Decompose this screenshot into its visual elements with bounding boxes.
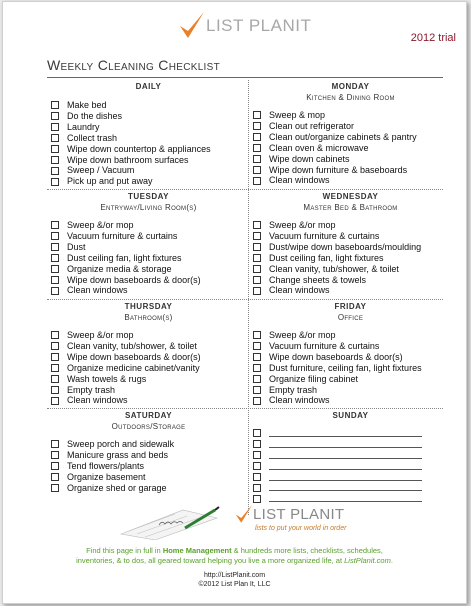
checkbox[interactable] — [51, 342, 59, 350]
checklist-item-label: Vacuum furniture & curtains — [269, 230, 380, 241]
checkbox[interactable] — [253, 462, 261, 470]
checkbox[interactable] — [253, 484, 261, 492]
checklist-item — [253, 330, 448, 341]
section-saturday — [51, 411, 246, 494]
blank-checklist-item — [253, 428, 448, 439]
checkbox[interactable] — [253, 177, 261, 185]
checklist-item — [253, 220, 448, 231]
section-heading: WEDNESDAY — [322, 192, 379, 201]
checkbox[interactable] — [51, 353, 59, 361]
checklist-item-label: Clean windows — [269, 175, 330, 186]
checklist-item-label: Vacuum furniture & curtains — [67, 230, 178, 241]
checkbox[interactable] — [51, 112, 59, 120]
section-wednesday — [253, 192, 448, 296]
checklist-item — [51, 144, 246, 155]
checklist-item-label: Change sheets & towels — [269, 274, 367, 285]
section-subheading: Office — [337, 313, 364, 322]
write-in-line[interactable] — [269, 490, 422, 491]
checkbox[interactable] — [253, 111, 261, 119]
checklist-item-label: Clean windows — [269, 395, 330, 406]
checklist-item — [253, 285, 448, 296]
checkbox[interactable] — [253, 386, 261, 394]
section-subheading: Kitchen & Dining Room — [306, 93, 395, 102]
footer-logo — [235, 504, 346, 532]
checklist-item-label: Empty trash — [67, 384, 116, 395]
blank-checklist-item — [253, 493, 448, 504]
checklist-item — [253, 121, 448, 132]
checkbox[interactable] — [51, 287, 59, 295]
checklist-item — [51, 352, 246, 363]
checklist-item — [253, 231, 448, 242]
checkbox[interactable] — [51, 123, 59, 131]
checklist-item-label: Sweep &/or mop — [67, 330, 134, 340]
section-heading: THURSDAY — [124, 302, 173, 311]
checkbox[interactable] — [253, 342, 261, 350]
blank-task-list — [253, 428, 448, 504]
checklist-item — [253, 363, 448, 374]
site-url[interactable]: http://ListPlanit.com — [203, 572, 266, 579]
promo-text-part: . — [390, 556, 393, 565]
checkbox[interactable] — [253, 243, 261, 251]
section-daily — [51, 82, 246, 187]
checklist-item — [253, 264, 448, 275]
checklist-item-label: Dust furniture, ceiling fan, light fixtures — [269, 362, 422, 373]
checklist-item — [51, 483, 246, 494]
checklist-item — [253, 395, 448, 406]
footer-tagline: lists to put your world in order — [255, 525, 347, 532]
checkbox[interactable] — [253, 232, 261, 240]
blank-checklist-item — [253, 472, 448, 483]
checklist-item-label: Organize shed or garage — [67, 482, 167, 493]
checklist-item — [253, 165, 448, 176]
checklist-item-label: Do the dishes — [67, 110, 123, 121]
checkbox[interactable] — [253, 276, 261, 284]
checklist-item-label: Wipe down baseboards & door(s) — [67, 351, 201, 362]
checkbox[interactable] — [51, 178, 59, 186]
checklist-item-label: Clean out refrigerator — [269, 120, 355, 131]
checkbox[interactable] — [51, 254, 59, 262]
checklist-item-label: Clean vanity, tub/shower, & toilet — [269, 263, 399, 274]
checklist-item — [51, 165, 246, 176]
task-list — [253, 220, 448, 296]
row-divider — [47, 189, 443, 190]
checklist-item — [51, 176, 246, 187]
section-heading: TUESDAY — [128, 192, 169, 201]
checkbox[interactable] — [253, 451, 261, 459]
checkbox[interactable] — [253, 375, 261, 383]
section-tuesday — [51, 192, 246, 296]
write-in-line[interactable] — [269, 501, 422, 502]
checklist-item-label: Sweep / Vacuum — [67, 165, 135, 176]
checklist-item — [51, 253, 246, 264]
write-in-line[interactable] — [269, 436, 422, 437]
checkbox[interactable] — [51, 134, 59, 142]
checklist-item-label: Sweep & mop — [269, 110, 326, 120]
section-heading: DAILY — [135, 82, 162, 91]
checklist-item — [51, 395, 246, 406]
checklist-item-label: Sweep &/or mop — [269, 330, 336, 340]
checklist-item — [253, 242, 448, 253]
checklist-item — [253, 175, 448, 186]
checklist-item-label: Make bed — [67, 100, 107, 110]
checklist-item — [51, 472, 246, 483]
checkbox[interactable] — [51, 276, 59, 284]
checkbox[interactable] — [253, 397, 261, 405]
checklist-item-label: Wipe down bathroom surfaces — [67, 154, 189, 165]
checklist-item — [51, 231, 246, 242]
handwritten-list-illustration — [115, 504, 223, 540]
section-heading: SUNDAY — [332, 411, 369, 420]
checklist-item-label: Wash towels & rugs — [67, 373, 147, 384]
checkbox[interactable] — [253, 254, 261, 262]
task-list — [51, 330, 246, 406]
checklist-item — [253, 341, 448, 352]
checkbox[interactable] — [253, 122, 261, 130]
checkbox[interactable] — [51, 221, 59, 229]
checklist-item — [51, 461, 246, 472]
checkbox[interactable] — [51, 462, 59, 470]
checklist-item-label: Clean out/organize cabinets & pantry — [269, 131, 417, 142]
trial-label: 2012 trial — [410, 32, 456, 44]
checklist-item-label: Dust ceiling fan, light fixtures — [269, 252, 384, 263]
checklist-item — [51, 111, 246, 122]
checkbox[interactable] — [253, 331, 261, 339]
checkbox[interactable] — [51, 265, 59, 273]
checklist-item — [51, 275, 246, 286]
checklist-item — [253, 253, 448, 264]
checkbox[interactable] — [253, 495, 261, 503]
checklist-item — [51, 133, 246, 144]
checklist-item-label: Pick up and put away — [67, 176, 153, 187]
copyright: ©2012 List Plan It, LLC — [198, 581, 271, 588]
task-list — [253, 330, 448, 406]
promo-text-part: & hundreds more lists, checklists, schedules, — [231, 546, 383, 555]
section-monday — [253, 82, 448, 186]
checklist-item — [51, 285, 246, 296]
checklist-item — [253, 385, 448, 396]
checkbox[interactable] — [51, 156, 59, 164]
checklist-item — [253, 132, 448, 143]
section-heading: SATURDAY — [124, 411, 173, 420]
checkbox[interactable] — [253, 429, 261, 437]
checkbox[interactable] — [51, 484, 59, 492]
checklist-item — [51, 450, 246, 461]
checklist-item-label: Sweep porch and sidewalk — [67, 439, 175, 449]
checkbox[interactable] — [51, 232, 59, 240]
checkbox[interactable] — [253, 144, 261, 152]
task-list — [51, 439, 246, 494]
checklist-item-label: Tend flowers/plants — [67, 460, 145, 471]
checklist-item-label: Wipe down furniture & baseboards — [269, 164, 408, 175]
write-in-line[interactable] — [269, 447, 422, 448]
title-divider — [47, 77, 443, 78]
checkbox[interactable] — [51, 440, 59, 448]
checkbox[interactable] — [253, 364, 261, 372]
checklist-item-label: Wipe down baseboards & door(s) — [67, 274, 201, 285]
checkbox[interactable] — [253, 155, 261, 163]
checklist-item-label: Clean vanity, tub/shower, & toilet — [67, 340, 197, 351]
checklist-item-label: Manicure grass and beds — [67, 449, 169, 460]
promo-text — [23, 546, 446, 566]
checkbox[interactable] — [253, 166, 261, 174]
checkbox[interactable] — [253, 440, 261, 448]
checklist-item — [51, 264, 246, 275]
checkbox[interactable] — [51, 167, 59, 175]
checkbox[interactable] — [253, 221, 261, 229]
column-divider — [248, 80, 249, 515]
checklist-item-label: Sweep &/or mop — [269, 220, 336, 230]
home-management-link[interactable]: Home Management — [162, 546, 232, 555]
checkbox[interactable] — [51, 473, 59, 481]
checkmark-icon — [235, 504, 253, 525]
write-in-line[interactable] — [269, 480, 422, 481]
section-subheading: Bathroom(s) — [124, 313, 173, 322]
row-divider — [47, 299, 443, 300]
checklist-item — [253, 143, 448, 154]
checklist-item-label: Wipe down baseboards & door(s) — [269, 351, 403, 362]
footer-credits — [3, 571, 466, 589]
checklist-item-label: Clean windows — [67, 285, 128, 296]
task-list — [51, 220, 246, 296]
checklist-item — [51, 341, 246, 352]
checklist-item — [253, 374, 448, 385]
checklist-item-label: Wipe down countertop & appliances — [67, 143, 211, 154]
checkbox[interactable] — [51, 451, 59, 459]
checklist-item — [51, 220, 246, 231]
checklist-item-label: Sweep &/or mop — [67, 220, 134, 230]
blank-checklist-item — [253, 450, 448, 461]
checkbox[interactable] — [51, 364, 59, 372]
checklist-item — [51, 155, 246, 166]
checklist-item-label: Organize medicine cabinet/vanity — [67, 362, 200, 373]
checklist-item — [51, 385, 246, 396]
checklist-item — [51, 439, 246, 450]
checklist-item — [253, 275, 448, 286]
checklist-item-label: Organize media & storage — [67, 263, 172, 274]
checklist-item-label: Organize basement — [67, 471, 146, 482]
checkbox[interactable] — [253, 287, 261, 295]
checklist-item-label: Clean windows — [67, 395, 128, 406]
checklist-item-label: Wipe down cabinets — [269, 153, 350, 164]
checkbox[interactable] — [253, 133, 261, 141]
task-list — [253, 110, 448, 186]
section-heading: FRIDAY — [334, 302, 367, 311]
section-sunday — [253, 411, 448, 504]
checkbox[interactable] — [51, 386, 59, 394]
write-in-line[interactable] — [269, 458, 422, 459]
listplanit-link[interactable]: ListPlanit.com — [344, 556, 391, 565]
checklist-item — [51, 122, 246, 133]
footer-brand-name: LIST PLANIT — [253, 506, 345, 523]
checklist-page — [2, 1, 467, 604]
checkbox[interactable] — [51, 145, 59, 153]
checkbox[interactable] — [253, 473, 261, 481]
checklist-item-label: Vacuum furniture & curtains — [269, 340, 380, 351]
section-heading: MONDAY — [331, 82, 370, 91]
checkbox[interactable] — [253, 265, 261, 273]
checkbox[interactable] — [51, 243, 59, 251]
checklist-item-label: Dust/wipe down baseboards/moulding — [269, 241, 422, 252]
section-subheading: Outdoors/Storage — [111, 422, 186, 431]
brand-name: LIST PLANIT — [206, 16, 312, 35]
checkbox[interactable] — [253, 353, 261, 361]
checklist-item — [253, 110, 448, 121]
checkmark-icon — [179, 11, 205, 41]
blank-checklist-item — [253, 439, 448, 450]
checklist-item-label: Clean windows — [269, 285, 330, 296]
checklist-item-label: Clean oven & microwave — [269, 142, 369, 153]
write-in-line[interactable] — [269, 469, 422, 470]
checklist-item-label: Empty trash — [269, 384, 318, 395]
task-list — [51, 100, 246, 187]
checklist-item-label: Dust — [67, 241, 86, 252]
blank-checklist-item — [253, 482, 448, 493]
page-title: Weekly Cleaning Checklist — [47, 57, 221, 73]
blank-checklist-item — [253, 461, 448, 472]
checklist-item-label: Collect trash — [67, 132, 118, 143]
checklist-item — [51, 242, 246, 253]
checklist-item — [253, 154, 448, 165]
checklist-item — [51, 330, 246, 341]
checklist-item-label: Dust ceiling fan, light fixtures — [67, 252, 182, 263]
checkbox[interactable] — [51, 375, 59, 383]
checklist-item-label: Organize filing cabinet — [269, 373, 359, 384]
checklist-item-label: Laundry — [67, 121, 100, 132]
checkbox[interactable] — [51, 101, 59, 109]
checkbox[interactable] — [51, 397, 59, 405]
checklist-item — [51, 363, 246, 374]
checklist-item — [51, 374, 246, 385]
section-friday — [253, 302, 448, 406]
checklist-item — [253, 352, 448, 363]
promo-text-part: inventories, & to dos, all geared toward helping you live a more organized life, at — [76, 556, 345, 565]
checklist-item — [51, 100, 246, 111]
section-subheading: Master Bed & Bathroom — [303, 203, 398, 212]
list-planit-logo — [179, 8, 311, 44]
row-divider — [47, 408, 443, 409]
promo-text-part: Find this page in full in — [86, 546, 163, 555]
section-thursday — [51, 302, 246, 406]
checkbox[interactable] — [51, 331, 59, 339]
section-subheading: Entryway/Living Room(s) — [100, 203, 197, 212]
